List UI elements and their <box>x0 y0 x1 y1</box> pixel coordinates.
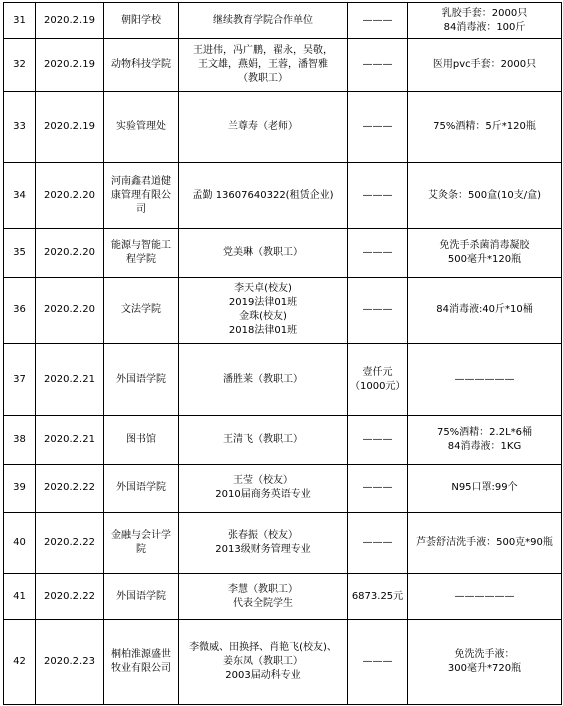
goods-line: 84消毒液：1KG <box>447 440 522 452</box>
donor-cell <box>179 277 348 343</box>
goods-line: 乳胶手套：2000只 <box>441 7 528 19</box>
date-text: 2020.2.19 <box>44 120 95 132</box>
goods-cell <box>408 162 562 228</box>
date-text: 2020.2.20 <box>44 246 95 258</box>
unit-line: 金融与会计学 <box>111 530 171 542</box>
money-cell <box>348 162 408 228</box>
money-cell <box>348 91 408 162</box>
donor-cell <box>179 162 348 228</box>
donor-cell <box>179 91 348 162</box>
donor-line: 王清飞（教职工） <box>223 433 303 445</box>
donor-line: 李天卓(校友) <box>234 283 292 295</box>
date-cell <box>36 343 104 415</box>
money-cell <box>348 39 408 91</box>
goods-line: 医用pvc手套：2000只 <box>432 58 537 70</box>
table-row <box>4 277 562 343</box>
donor-cell <box>179 39 348 91</box>
donation-table-body <box>4 3 562 705</box>
donor-line: 王文雄，燕娟，王蓉，潘智雅 <box>198 58 328 70</box>
date-cell <box>36 574 104 620</box>
goods-line: 艾灸条：500盒(10支/盒) <box>428 189 541 201</box>
date-cell <box>36 3 104 39</box>
date-text: 2020.2.21 <box>44 373 95 385</box>
row-number <box>4 91 36 162</box>
donor-line: 2019法律01班 <box>228 297 298 309</box>
date-text: 2020.2.20 <box>44 189 95 201</box>
donor-line: 党美琳（教职工） <box>223 246 303 258</box>
row-number-text: 32 <box>13 58 26 70</box>
goods-cell <box>408 416 562 464</box>
money-line: 6873.25元 <box>351 590 404 602</box>
row-number <box>4 464 36 512</box>
donor-cell <box>179 574 348 620</box>
unit-cell <box>104 3 179 39</box>
date-text: 2020.2.19 <box>44 58 95 70</box>
goods-cell <box>408 343 562 415</box>
table-row <box>4 162 562 228</box>
goods-cell <box>408 3 562 39</box>
row-number <box>4 574 36 620</box>
date-cell <box>36 620 104 705</box>
table-row <box>4 464 562 512</box>
table-row <box>4 3 562 39</box>
money-line: ——— <box>362 537 393 549</box>
money-line: ——— <box>362 304 393 316</box>
unit-line: 能源与智能工 <box>111 239 171 251</box>
money-cell <box>348 277 408 343</box>
table-row <box>4 229 562 277</box>
money-line: ——— <box>362 246 393 258</box>
money-cell <box>348 343 408 415</box>
unit-line: 院 <box>136 544 146 556</box>
goods-line: 300毫升*720瓶 <box>447 663 522 675</box>
goods-line: 免洗手杀菌消毒凝胶 <box>439 239 530 251</box>
unit-cell <box>104 277 179 343</box>
money-line: （1000元） <box>350 380 406 392</box>
donation-table <box>3 2 562 705</box>
money-line: ——— <box>362 656 393 668</box>
date-text: 2020.2.22 <box>44 482 95 494</box>
table-row <box>4 91 562 162</box>
date-text: 2020.2.19 <box>44 14 95 26</box>
table-row <box>4 416 562 464</box>
money-line: ——— <box>362 120 393 132</box>
donor-line: 金珠(校友) <box>239 311 287 323</box>
donor-line: 孟勤 13607640322(租赁企业) <box>192 189 334 201</box>
money-cell <box>348 416 408 464</box>
donor-line: 潘胜莱（教职工） <box>223 373 303 385</box>
unit-line: 动物科技学院 <box>111 58 171 70</box>
unit-line: 外国语学院 <box>116 590 166 602</box>
unit-cell <box>104 512 179 573</box>
unit-line: 牧业有限公司 <box>111 663 171 675</box>
table-row <box>4 574 562 620</box>
donor-cell <box>179 512 348 573</box>
unit-cell <box>104 229 179 277</box>
unit-cell <box>104 574 179 620</box>
row-number <box>4 229 36 277</box>
row-number <box>4 343 36 415</box>
donor-line: 姜东凤（教职工） <box>223 656 303 668</box>
goods-cell <box>408 464 562 512</box>
goods-line: —————— <box>454 590 515 602</box>
donor-line: 2013级财务管理专业 <box>215 544 311 556</box>
goods-line: 免洗洗手液： <box>454 649 515 661</box>
row-number-text: 39 <box>13 482 26 494</box>
donor-cell <box>179 416 348 464</box>
unit-cell <box>104 620 179 705</box>
row-number-text: 42 <box>13 656 26 668</box>
goods-cell <box>408 277 562 343</box>
donor-line: 2010届商务英语专业 <box>215 489 311 501</box>
row-number-text: 40 <box>13 537 26 549</box>
table-row <box>4 343 562 415</box>
goods-line: 84消毒液：100斤 <box>443 21 526 33</box>
goods-line: N95口罩:99个 <box>451 482 518 494</box>
row-number-text: 33 <box>13 120 26 132</box>
row-number <box>4 512 36 573</box>
money-cell <box>348 464 408 512</box>
donor-line: （教职工） <box>238 72 288 84</box>
row-number <box>4 162 36 228</box>
date-cell <box>36 464 104 512</box>
goods-cell <box>408 512 562 573</box>
row-number-text: 38 <box>13 433 26 445</box>
donor-line: 李慧（教职工） <box>228 583 298 595</box>
donor-line: 兰尊寿（老师） <box>228 120 298 132</box>
row-number <box>4 3 36 39</box>
donor-line: 继续教育学院合作单位 <box>213 14 313 26</box>
goods-cell <box>408 91 562 162</box>
date-cell <box>36 229 104 277</box>
money-line: ——— <box>362 14 393 26</box>
donor-line: 2003届动科专业 <box>225 670 301 682</box>
donor-cell <box>179 620 348 705</box>
goods-line: 芦荟舒洁洗手液：500克*90瓶 <box>416 537 553 549</box>
donor-cell <box>179 3 348 39</box>
unit-line: 实验管理处 <box>116 120 166 132</box>
donor-line: 代表全院学生 <box>233 597 293 609</box>
date-cell <box>36 162 104 228</box>
unit-line: 康管理有限公 <box>111 189 171 201</box>
money-cell <box>348 512 408 573</box>
goods-cell <box>408 620 562 705</box>
unit-cell <box>104 416 179 464</box>
row-number-text: 36 <box>13 304 26 316</box>
goods-cell <box>408 229 562 277</box>
goods-line: 75%酒精：2.2L*6桶 <box>436 426 533 438</box>
money-cell <box>348 620 408 705</box>
money-line: ——— <box>362 482 393 494</box>
row-number-text: 34 <box>13 189 26 201</box>
goods-line: —————— <box>454 373 515 385</box>
date-cell <box>36 277 104 343</box>
donor-cell <box>179 464 348 512</box>
goods-line: 500毫升*120瓶 <box>447 253 522 265</box>
money-cell <box>348 574 408 620</box>
donor-line: 2018法律01班 <box>228 325 298 337</box>
goods-line: 84消毒液:40斤*10桶 <box>436 304 533 316</box>
unit-line: 司 <box>136 203 146 215</box>
unit-line: 文法学院 <box>121 304 161 316</box>
unit-cell <box>104 39 179 91</box>
money-line: 壹仟元 <box>362 366 393 378</box>
money-line: ——— <box>362 433 393 445</box>
row-number <box>4 416 36 464</box>
date-text: 2020.2.22 <box>44 537 95 549</box>
goods-cell <box>408 39 562 91</box>
date-text: 2020.2.23 <box>44 656 95 668</box>
unit-cell <box>104 162 179 228</box>
row-number <box>4 620 36 705</box>
row-number-text: 41 <box>13 590 26 602</box>
unit-line: 河南鑫君道健 <box>111 175 171 187</box>
table-row <box>4 620 562 705</box>
date-cell <box>36 416 104 464</box>
donor-cell <box>179 229 348 277</box>
money-line: ——— <box>362 58 393 70</box>
date-cell <box>36 91 104 162</box>
row-number <box>4 277 36 343</box>
goods-line: 75%酒精：5斤*120瓶 <box>433 120 536 132</box>
unit-line: 朝阳学校 <box>121 14 161 26</box>
unit-line: 程学院 <box>126 253 156 265</box>
unit-cell <box>104 91 179 162</box>
row-number-text: 37 <box>13 373 26 385</box>
unit-line: 图书馆 <box>126 433 156 445</box>
date-text: 2020.2.22 <box>44 590 95 602</box>
unit-line: 外国语学院 <box>116 482 166 494</box>
money-line: ——— <box>362 189 393 201</box>
date-text: 2020.2.21 <box>44 433 95 445</box>
row-number <box>4 39 36 91</box>
unit-cell <box>104 343 179 415</box>
donor-line: 张春振（校友） <box>228 530 298 542</box>
date-cell <box>36 39 104 91</box>
unit-line: 桐柏淮源盛世 <box>111 649 171 661</box>
row-number-text: 31 <box>13 14 26 26</box>
table-row <box>4 512 562 573</box>
date-text: 2020.2.20 <box>44 304 95 316</box>
goods-cell <box>408 574 562 620</box>
row-number-text: 35 <box>13 246 26 258</box>
table-row <box>4 39 562 91</box>
donor-cell <box>179 343 348 415</box>
unit-line: 外国语学院 <box>116 373 166 385</box>
date-cell <box>36 512 104 573</box>
donor-line: 李微威、田换择、肖艳飞(校友)、 <box>189 642 337 654</box>
donor-line: 王莹（校友） <box>233 475 293 487</box>
donor-line: 王进伟，冯广鹏，翟永，吴敬， <box>193 44 333 56</box>
money-cell <box>348 229 408 277</box>
money-cell <box>348 3 408 39</box>
unit-cell <box>104 464 179 512</box>
